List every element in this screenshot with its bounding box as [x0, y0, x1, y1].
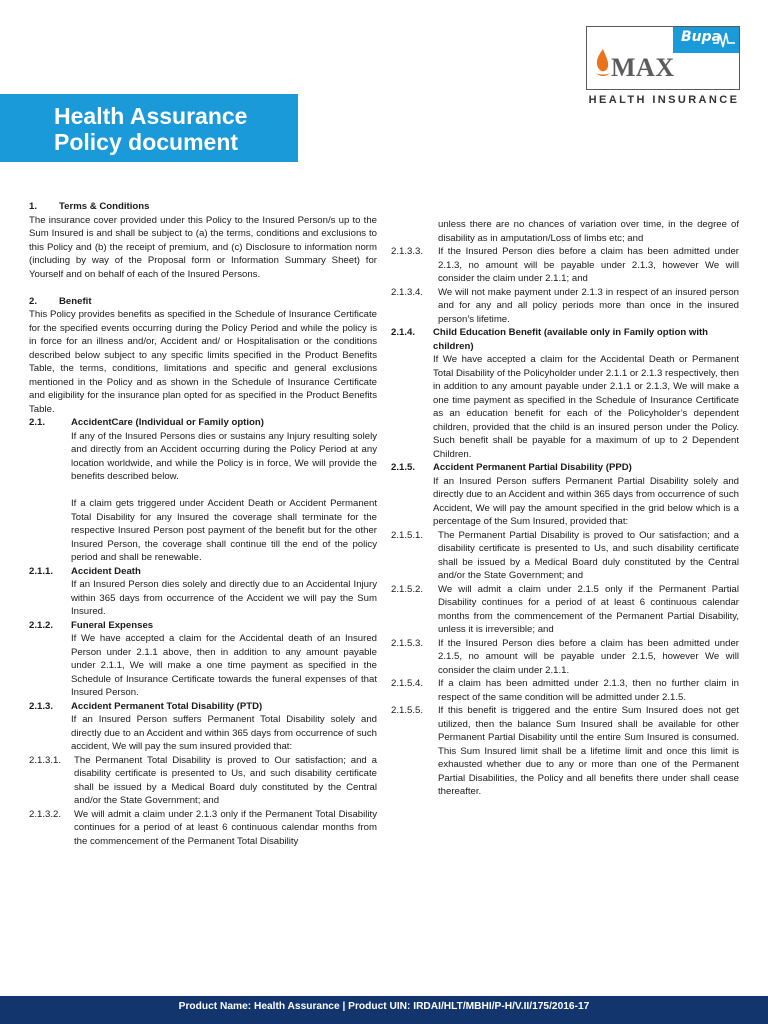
clause-title: AccidentCare (Individual or Family option) — [71, 417, 264, 428]
clause-number: 2.1.4. — [391, 327, 416, 338]
sub-clause — [391, 286, 739, 327]
paragraph: We will admit a claim under 2.1.5 only if the Permanent Partial Disability continues for a period of at least 6 continuous calendar months from the commencement of the Permanent Partial Disability, unless it is irreversible; and — [438, 583, 739, 635]
paragraph: If any of the Insured Persons dies or sustains any Injury resulting solely and directly from an Accident occurring during the Policy Period at any location worldwide, and while the Policy is in force, We will provide the benefits described below. — [71, 430, 377, 482]
paragraph: The insurance cover provided under this Policy to the Insured Person/s up to the Sum Insured is and shall be subject to (a) the terms, conditions and exclusions to this Policy and (b) the receipt of premium, and (c) Disclosure to information norm (including by way of the Proposal form or Information Summary Sheet) for Yourself and on behalf of each of the Insured Persons. — [29, 214, 377, 280]
clause-number: 2.1. — [29, 417, 46, 428]
sub-clause — [29, 808, 377, 849]
flame-icon — [593, 47, 613, 79]
clause-title: Child Education Benefit (available only in Family option with children) — [433, 327, 709, 352]
clause-title: Funeral Expenses — [71, 619, 154, 631]
section-number: 2. — [29, 295, 38, 307]
paragraph: We will not make payment under 2.1.3 in respect of an insured person and for any and all policy periods more than once in the insured person’s lifetime. — [438, 286, 739, 325]
sub-clause-number: 2.1.5.5. — [391, 705, 424, 716]
paragraph: If an Insured Person suffers Permanent Partial Disability solely and directly due to an Accident and within 365 days from occurrence of such Accident, We will pay the amount specified in the grid below which is a percentage of the Sum Insured, provided that: — [433, 475, 739, 527]
clause-number: 2.1.3. — [29, 700, 54, 712]
clause — [29, 416, 377, 565]
right-column — [391, 218, 739, 799]
paragraph: This Policy provides benefits as specified in the Schedule of Insurance Certificate for the specified events occurring during the Policy Period and while the policy is in force for an illness and/or, Accident and/ or Hospitalisation or the conditions described below subject to any specific limits specified in the Product Benefits Table, the terms, conditions, limitations and specific and general exclusions mentioned in the Policy and as shown in the Schedule of Insurance Certificate and eligibility for the insurance plan opted for as specified in the Product Benefits Table. — [29, 309, 377, 415]
sub-clause-number: 2.1.5.4. — [391, 678, 424, 689]
product-footer: Product Name: Health Assurance | Product UIN: IRDAI/HLT/MBHI/P-H/V.II/175/2016-17 — [0, 996, 768, 1024]
left-column — [29, 200, 377, 848]
sub-clause — [391, 529, 739, 583]
sub-clause — [391, 583, 739, 637]
paragraph: The Permanent Partial Disability is proved to Our satisfaction; and a disability certificate is presented to Us, and such disability certificate shall be issued by a Medical Board duly constituted by the Central and/or the State Government; and — [438, 529, 739, 581]
sub-clause — [391, 677, 739, 704]
clause — [391, 461, 739, 529]
clause — [391, 326, 739, 461]
clause — [29, 619, 377, 700]
logo-partner-text: Bupa — [681, 29, 722, 45]
clause-number: 2.1.1. — [29, 565, 54, 577]
sub-clause — [391, 245, 739, 286]
clause-number: 2.1.2. — [29, 619, 54, 631]
paragraph: If a claim gets triggered under Accident Death or Accident Permanent Total Disability for any Insured the coverage shall terminate for the respective Insured Person post payment of the benefit but for the other Insured Person, the coverage shall continue till the end of the policy period and shall be renewable. — [71, 498, 377, 563]
sub-clause-number: 2.1.3.2. — [29, 808, 62, 820]
sub-clause — [391, 218, 739, 245]
clause-title: Accident Death — [71, 565, 141, 577]
clause — [29, 565, 377, 619]
sub-clause — [29, 754, 377, 808]
sub-clause-number: 2.1.5.2. — [391, 583, 424, 595]
logo-partner-tab — [673, 27, 739, 53]
document-title-banner — [0, 94, 298, 162]
section-heading — [29, 295, 377, 309]
clause-title: Accident Permanent Partial Disability (PPD) — [433, 462, 632, 473]
clause — [29, 700, 377, 754]
sub-clause-number: 2.1.3.1. — [29, 754, 62, 766]
paragraph: If an Insured Person dies solely and directly due to an Accidental Injury within 365 days from occurrence of the Accident we will pay the Sum Insured. — [71, 579, 377, 617]
paragraph: If an Insured Person suffers Permanent Total Disability solely and directly due to an Accident and within 365 days from occurrence of such accident, We will pay the sum insured provided that: — [71, 714, 377, 752]
sub-clause-number: 2.1.5.3. — [391, 637, 424, 649]
logo-subtitle: HEALTH INSURANCE — [588, 94, 740, 106]
logo-brand-text: MAX — [611, 53, 675, 82]
paragraph: If this benefit is triggered and the entire Sum Insured does not get utilized, then the balance Sum Insured shall be available for other Permanent Partial Disability until the entire Sum Insured is consumed. This Sum Insured limit shall be a lifetime limit and once this limit is exhausted whether due to any or more than one of the Permanent Partial Disabilities, the Policy and all benefits there under shall cease thereafter. — [438, 705, 739, 797]
section-title: Benefit — [59, 295, 92, 307]
paragraph: If the Insured Person dies before a claim has been admitted under 2.1.3, no amount will be payable under 2.1.3, however We will consider the claim under 2.1.1; and — [438, 246, 739, 284]
sub-clause — [391, 637, 739, 678]
paragraph: If We have accepted a claim for the Accidental Death or Permanent Total Disability of the Policyholder under 2.1.1 or 2.1.3 respectively, then in addition to any amount payable under 2.1.1 or 2.1.3, We will make a one time payment as specified in the Schedule of Insurance Certificate as an education benefit for each of the Policyholder’s dependent children, provided that the child is an insured person under the Policy. Such benefit shall be payable for a maximum of up to 2 Dependent Children. — [433, 354, 739, 460]
clause-title: Accident Permanent Total Disability (PTD) — [71, 700, 263, 712]
paragraph: We will admit a claim under 2.1.3 only if the Permanent Total Disability continues for a period of at least 6 continuous calendar months from the commencement of the Permanent Total Disability — [74, 808, 377, 847]
sub-clause — [391, 704, 739, 799]
heartbeat-icon — [713, 31, 735, 49]
sub-clause-number: 2.1.3.4. — [391, 286, 424, 298]
paragraph: If a claim has been admitted under 2.1.3, then no further claim in respect of the same condition will be admitted under 2.1.5. — [438, 678, 739, 703]
clause-number: 2.1.5. — [391, 462, 416, 473]
section-title: Terms & Conditions — [59, 201, 150, 212]
max-bupa-logo — [586, 26, 740, 90]
paragraph: If the Insured Person dies before a claim has been admitted under 2.1.5, no amount will be payable under 2.1.5, however We will consider the claim under 2.1.1. — [438, 637, 739, 676]
sub-clause-number: 2.1.3.3. — [391, 246, 424, 257]
paragraph: unless there are no chances of variation over time, in the degree of disability as in amputation/Loss of limbs etc; and — [438, 219, 739, 244]
document-title-line1: Health Assurance — [54, 103, 248, 129]
section-heading — [29, 200, 377, 214]
document-title-line2: Policy document — [54, 129, 239, 155]
section-number: 1. — [29, 201, 38, 212]
sub-clause-number: 2.1.5.1. — [391, 529, 424, 541]
paragraph: The Permanent Total Disability is proved to Our satisfaction; and a disability certificate is presented to Us, and such disability certificate shall be issued by a Medical Board duly constituted by the Central and/or the State Government; and — [74, 754, 377, 806]
paragraph: If We have accepted a claim for the Accidental death of an Insured Person under 2.1.1 above, then in addition to any amount payable under 2.1.1, We will make a one time payment as specified in the Schedule of Insurance Certificate towards the funeral expenses of that Insured Person. — [71, 633, 377, 698]
